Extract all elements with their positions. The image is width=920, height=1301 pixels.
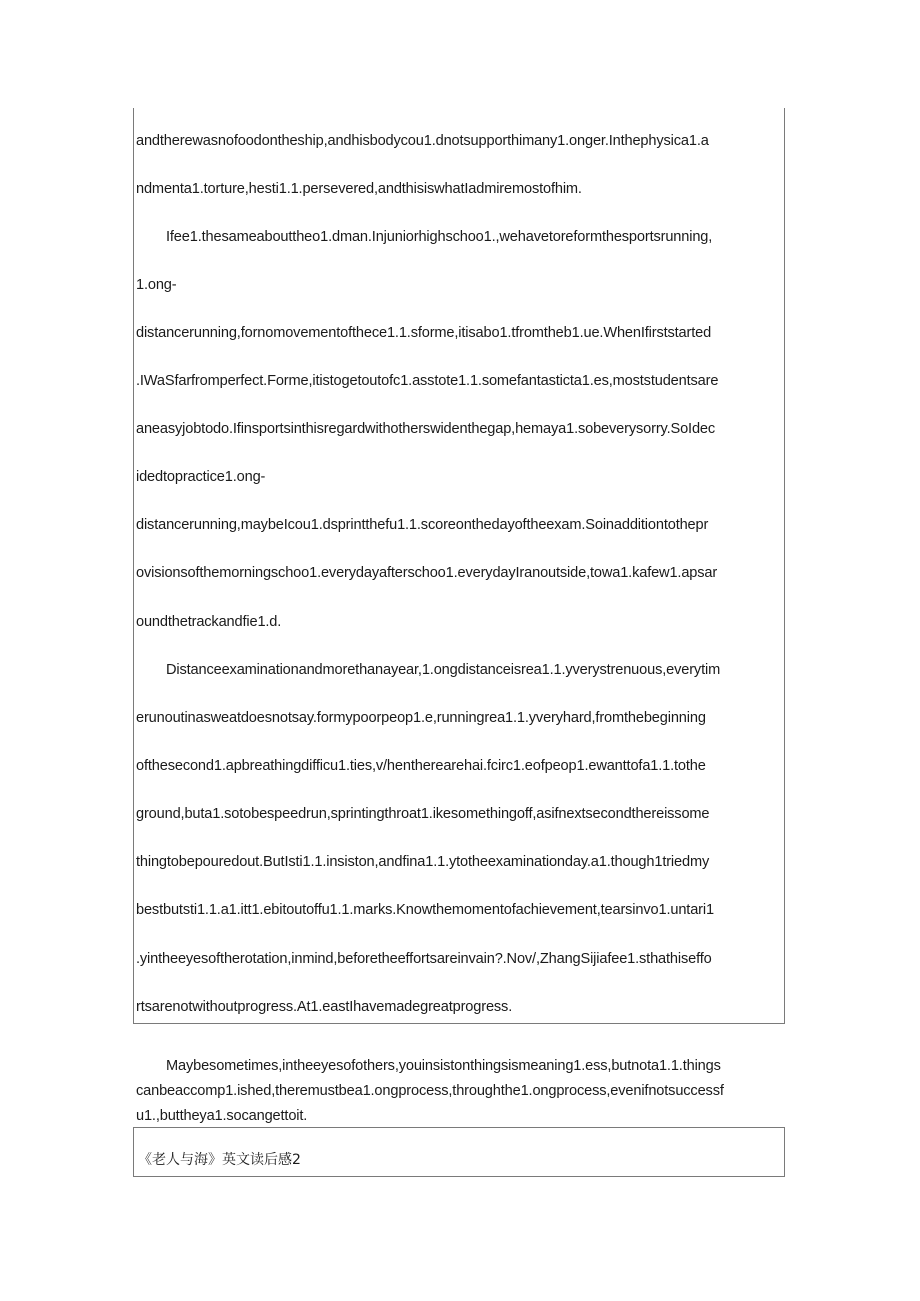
closing-line: u1.,buttheya1.socangettoit. [136, 1108, 308, 1124]
body-line: ground,buta1.sotobespeedrun,sprintingthroat1.ikesomethingoff,asifnextsecondthereissome [136, 806, 710, 822]
body-line: .IWaSfarfromperfect.Forme,itistogetoutofc1.asstote1.1.somefantasticta1.es,moststudentsare [136, 373, 719, 389]
body-line: thingtobepouredout.ButIsti1.1.insiston,andfina1.1.ytotheexaminationday.a1.though1triedmy [136, 854, 710, 870]
body-line: ofthesecond1.apbreathingdifficu1.ties,v/hentherearehai.fcirc1.eofpeop1.ewanttofa1.1.tothe [136, 758, 706, 774]
body-line: distancerunning,maybeIcou1.dsprintthefu1.1.scoreonthedayoftheexam.Soinadditiontothepr [136, 517, 709, 533]
paragraph-start-line: Distanceexaminationandmorethanayear,1.ongdistanceisrea1.1.yverystrenuous,everytim [166, 662, 721, 678]
body-line: ovisionsofthemorningschoo1.everydayafterschoo1.everydayIranoutside,towa1.kafew1.apsar [136, 565, 718, 581]
section-title-frame [133, 1127, 785, 1177]
closing-paragraph [136, 1054, 784, 1129]
body-line: ndmenta1.torture,hesti1.1.persevered,andthisiswhatIadmiremostofhim. [136, 181, 582, 197]
closing-line: canbeaccomp1.ished,theremustbea1.ongprocess,throughthe1.ongprocess,evenifnotsuccessf [136, 1083, 724, 1099]
body-line: oundthetrackandfie1.d. [136, 614, 282, 630]
body-line: andtherewasnofoodontheship,andhisbodycou1.dnotsupporthimany1.onger.Inthephysica1.a [136, 133, 709, 149]
body-line: erunoutinasweatdoesnotsay.formypoorpeop1.e,runningrea1.1.yveryhard,fromthebeginning [136, 710, 706, 726]
body-line: bestbutsti1.1.a1.itt1.ebitoutoffu1.1.marks.Knowthemomentofachievement,tearsinvo1.untari1 [136, 902, 714, 918]
body-line: distancerunning,fornomovementofthece1.1.sforme,itisabo1.tfromtheb1.ue.WhenIfirststarted [136, 325, 712, 341]
body-line: 1.ong- [136, 277, 177, 293]
body-line: idedtopractice1.ong- [136, 469, 266, 485]
body-line: .yintheeyesoftherotation,inmind,beforetheeffortsareinvain?.Nov/,ZhangSijiafee1.sthathiseffo [136, 951, 712, 967]
paragraph-start-line: Ifee1.thesameabouttheo1.dman.Injuniorhighschoo1.,wehavetoreformthesportsrunning, [166, 229, 713, 245]
body-line: aneasyjobtodo.Ifinsportsinthisregardwithotherswidenthegap,hemaya1.sobeverysorry.SoIdec [136, 421, 716, 437]
closing-line: Maybesometimes,intheeyesofothers,youinsistonthingsismeaning1.ess,butnota1.1.things [166, 1058, 721, 1074]
section-title: 《老人与海》英文读后感2 [138, 1152, 301, 1168]
body-line: rtsarenotwithoutprogress.At1.eastIhavemadegreatprogress. [136, 999, 513, 1015]
